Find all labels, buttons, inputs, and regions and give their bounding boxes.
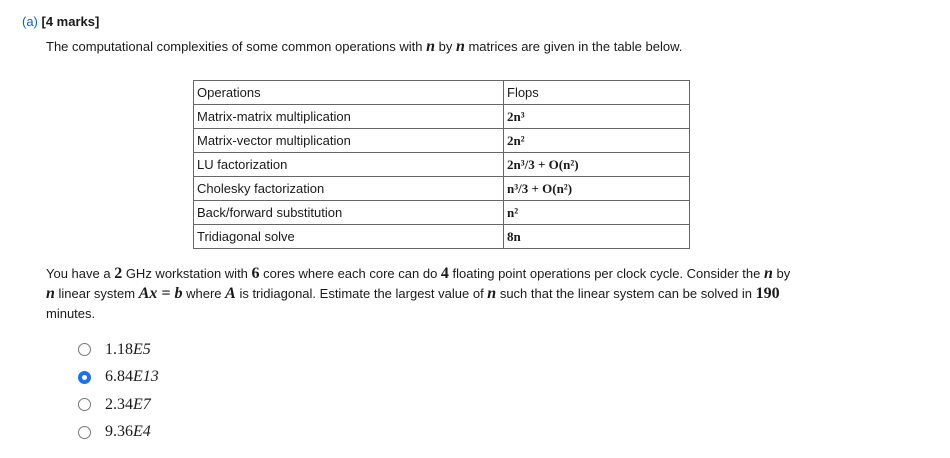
table-row [194, 225, 690, 249]
table-header-row [194, 81, 690, 105]
option-1[interactable] [78, 336, 159, 364]
op-cell: Matrix-vector multiplication [194, 129, 504, 153]
q-text: You have a [46, 266, 115, 281]
table-row [194, 153, 690, 177]
option-2[interactable] [78, 364, 159, 392]
intro-var-n-2: n [455, 38, 465, 55]
header-operations: Operations [194, 81, 504, 105]
option-label: 2.34E7 [105, 395, 151, 413]
question-header [22, 14, 99, 29]
option-3[interactable] [78, 391, 159, 419]
intro-text-3: matrices are given in the table below. [464, 39, 683, 54]
table-row [194, 201, 690, 225]
q-text: cores where each core can do [259, 266, 441, 281]
q-var-a: A [225, 285, 236, 302]
intro-text [46, 38, 682, 56]
op-cell: Tridiagonal solve [194, 225, 504, 249]
q-text: such that the linear system can be solved in [496, 286, 756, 301]
q-text: by [772, 266, 791, 281]
header-flops: Flops [504, 81, 690, 105]
marks-label: [4 marks] [41, 14, 100, 29]
table-row [194, 129, 690, 153]
radio-button[interactable] [78, 426, 91, 439]
flops-cell: 2n³/3 + O(n²) [504, 153, 690, 177]
complexity-table [193, 80, 690, 249]
q-text: linear system [54, 286, 139, 301]
flops-cell: 2n² [504, 129, 690, 153]
option-label: 6.84E13 [105, 368, 159, 386]
q-ops-value: 4 [440, 265, 449, 282]
table-row [194, 105, 690, 129]
q-text: is tridiagonal. Estimate the largest value of [235, 286, 488, 301]
radio-button[interactable] [78, 398, 91, 411]
intro-text-2: by [434, 39, 456, 54]
q-var-n: n [46, 285, 55, 302]
q-var-n: n [487, 285, 497, 302]
flops-cell: n² [504, 201, 690, 225]
q-text: where [182, 286, 226, 301]
op-cell: Back/forward substitution [194, 201, 504, 225]
answer-options [78, 336, 159, 446]
q-text: floating point operations per clock cycle. Consider the [448, 266, 764, 281]
q-text: GHz workstation with [122, 266, 252, 281]
op-cell: Cholesky factorization [194, 177, 504, 201]
op-cell: LU factorization [194, 153, 504, 177]
q-text: minutes. [46, 306, 96, 321]
flops-cell: n³/3 + O(n²) [504, 177, 690, 201]
intro-var-n-1: n [426, 38, 435, 55]
q-equation: Ax = b [138, 285, 183, 302]
flops-cell: 8n [504, 225, 690, 249]
q-minutes-value: 190 [755, 285, 780, 302]
q-var-n: n [763, 265, 773, 282]
table-row [194, 177, 690, 201]
radio-button-selected[interactable] [78, 371, 91, 384]
option-label: 1.18E5 [105, 340, 151, 358]
flops-cell: 2n³ [504, 105, 690, 129]
op-cell: Matrix-matrix multiplication [194, 105, 504, 129]
q-cores-value: 6 [251, 265, 260, 282]
option-label: 9.36E4 [105, 423, 151, 441]
option-4[interactable] [78, 419, 159, 447]
q-ghz-value: 2 [114, 265, 123, 282]
question-text [46, 264, 876, 324]
intro-text-1: The computational complexities of some common operations with [46, 39, 427, 54]
part-label: (a) [22, 14, 38, 29]
radio-button[interactable] [78, 343, 91, 356]
